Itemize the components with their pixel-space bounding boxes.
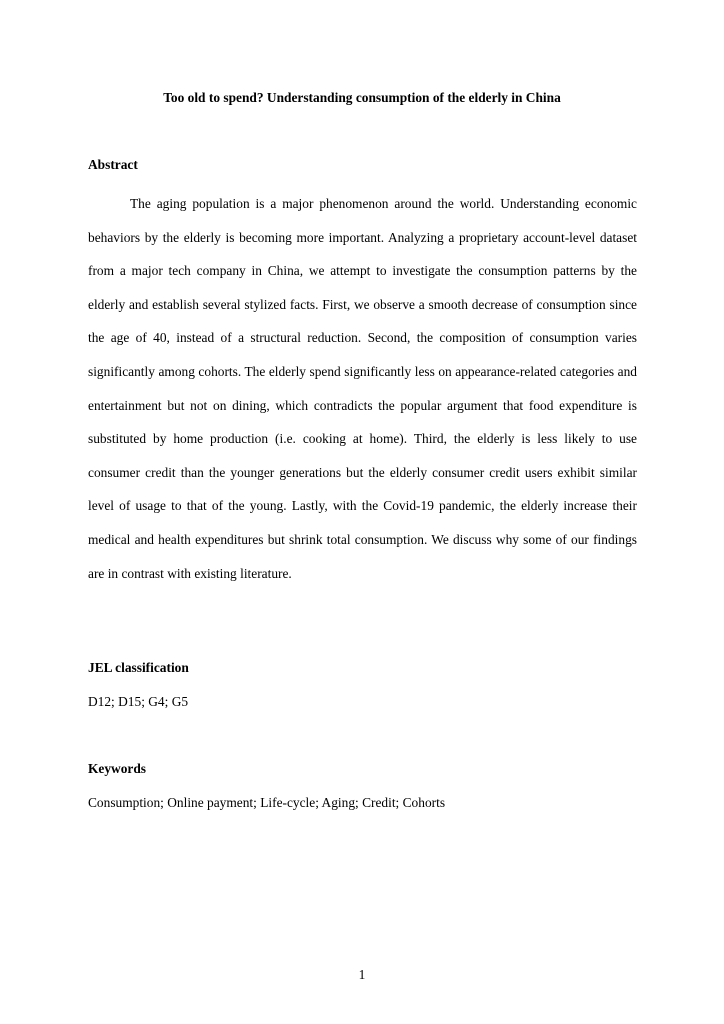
- abstract-text: The aging population is a major phenomenon around the world. Understanding economic behaviors by the elderly is becoming more important. Analyzing a proprietary account-level dataset from a major tech company in China, we attempt to investigate the consumption patterns by the elderly and establish several stylized facts. First, we observe a smooth decrease of consumption since the age of 40, instead of a structural reduction. Second, the composition of consumption varies significantly among cohorts. The elderly spend significantly less on appearance-related categories and entertainment but not on dining, which contradicts the popular argument that food expenditure is substituted by home production (i.e. cooking at home). Third, the elderly is less likely to use consumer credit than the younger generations but the elderly consumer credit users exhibit similar level of usage to that of the young. Lastly, with the Covid-19 pandemic, the elderly increase their medical and health expenditures but shrink total consumption. We discuss why some of our findings are in contrast with existing literature.: [88, 196, 637, 581]
- page-number: 1: [358, 967, 366, 982]
- keywords-heading: Keywords: [88, 761, 147, 776]
- abstract-heading: Abstract: [88, 157, 138, 172]
- jel-heading: JEL classification: [88, 660, 189, 675]
- keywords-list: Consumption; Online payment; Life-cycle; Aging; Credit; Cohorts: [88, 795, 446, 810]
- paper-title: Too old to spend? Understanding consumption of the elderly in China: [163, 90, 561, 105]
- jel-codes: D12; D15; G4; G5: [88, 694, 189, 709]
